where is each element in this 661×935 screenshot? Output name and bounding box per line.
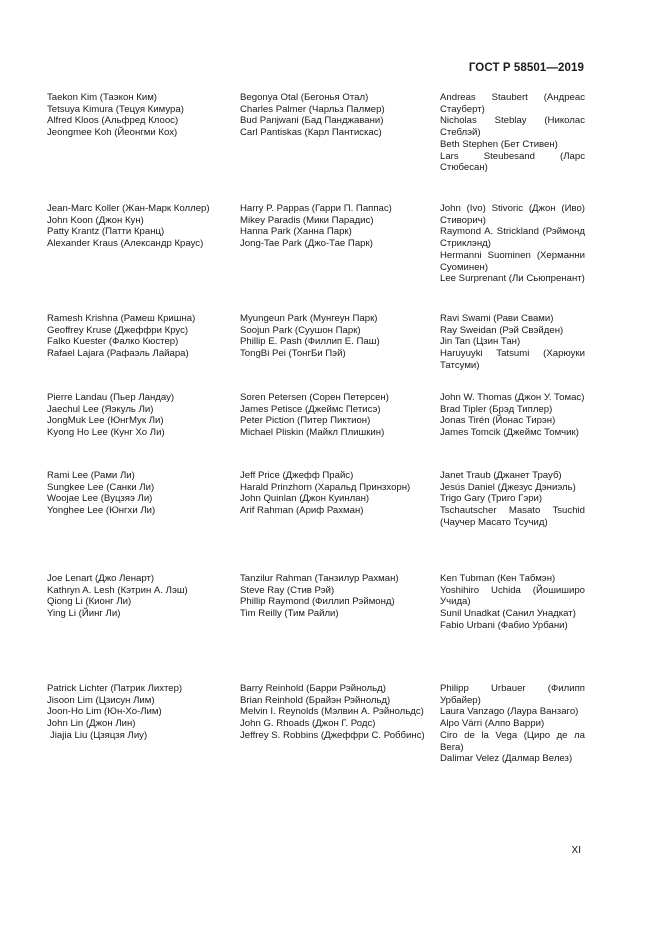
name-entry: Sunil Unadkat (Санил Унадкат) <box>440 608 576 620</box>
name-entry: Pierre Landau (Пьер Ландау) <box>47 392 175 403</box>
name-entry: Woojae Lee (Вуцзяэ Ли) <box>47 493 153 505</box>
name-entry: John Koon (Джон Кун) <box>47 214 144 226</box>
name-entry: Lars Steubesand (Ларс Стюбесан) <box>440 150 585 174</box>
name-entry: Geoffrey Kruse (Джеффри Крус) <box>47 324 189 336</box>
names-column-3 <box>440 392 585 439</box>
names-column-3 <box>440 92 585 174</box>
names-column-2 <box>240 683 430 742</box>
name-entry: John Lin (Джон Лин) <box>47 718 136 730</box>
name-entry: Ramesh Krishna (Рамеш Кришна) <box>47 313 196 324</box>
name-entry: Jesús Daniel (Джезус Дэниэль) <box>440 481 576 493</box>
name-entry: Soren Petersen (Сорен Петерсен) <box>240 392 389 403</box>
names-column-3 <box>440 313 585 372</box>
name-entry: Nicholas Steblay (Николас Стеблэй) <box>440 115 585 139</box>
name-entry: Tschautscher Masato Tsuchid (Чаучер Масато Тсучид) <box>440 505 585 528</box>
name-entry: Phillip Raymond (Филлип Рэймонд) <box>240 596 395 608</box>
name-entry: Janet Traub (Джанет Трауб) <box>440 470 562 481</box>
standard-designation: ГОСТ Р 58501—2019 <box>468 62 584 74</box>
name-entry: Bud Panjwani (Бад Панджавани) <box>240 115 384 127</box>
names-column-1 <box>47 92 227 139</box>
names-block <box>0 470 661 570</box>
name-entry: Joe Lenart (Джо Ленарт) <box>47 573 155 584</box>
name-entry: Peter Piction (Питер Пиктион) <box>240 415 371 427</box>
name-entry: Alpo Värri (Алпо Варри) <box>440 718 545 730</box>
name-entry: Joon-Ho Lim (Юн-Хо-Лим) <box>47 706 162 718</box>
name-entry: John (Ivo) Stivoric (Джон (Иво) Стиворич) <box>440 203 585 226</box>
page-number: XI <box>571 845 581 856</box>
name-entry: Ravi Swami (Рави Свами) <box>440 313 554 324</box>
names-column-2 <box>240 470 430 517</box>
name-entry: Myungeun Park (Мунгеун Парк) <box>240 313 378 324</box>
name-entry: Tim Reilly (Тим Райли) <box>240 608 339 620</box>
names-column-1 <box>47 470 227 517</box>
names-column-1 <box>47 392 227 439</box>
name-entry: Carl Pantiskas (Карл Пантискас) <box>240 127 382 139</box>
name-entry: Michael Pliskin (Майкл Плишкин) <box>240 427 385 439</box>
name-entry: Ken Tubman (Кен Табмэн) <box>440 573 556 584</box>
name-entry: Qiong Li (Кионг Ли) <box>47 596 132 608</box>
names-column-1 <box>47 683 227 742</box>
name-entry: Jisoon Lim (Цзисун Лим) <box>47 694 155 706</box>
names-column-2 <box>240 203 430 250</box>
name-entry: Patrick Lichter (Патрик Лихтер) <box>47 683 183 694</box>
name-entry: Jiajia Liu (Цзяцзя Лиу) <box>50 729 148 741</box>
names-column-3 <box>440 203 585 285</box>
name-entry: Mikey Paradis (Мики Парадис) <box>240 214 374 226</box>
name-entry: Yoshihiro Uchida (Йошиширо Учида) <box>440 584 585 608</box>
name-entry: Patty Krantz (Патти Кранц) <box>47 226 165 238</box>
name-entry: Jean-Marc Koller (Жан-Марк Коллер) <box>47 203 210 214</box>
name-entry: Haruyuyki Tatsumi (Харюуки Татсуми) <box>440 348 585 371</box>
name-entry: Jonas Tirén (Йонас Тирэн) <box>440 415 556 427</box>
names-block <box>0 92 661 192</box>
name-entry: Dalimar Velez (Далмар Велез) <box>440 753 573 765</box>
names-column-2 <box>240 573 430 620</box>
name-entry: James Petisce (Джеймс Петисэ) <box>240 403 381 415</box>
name-entry: Hermanni Suominen (Херманни Суоминен) <box>440 249 585 273</box>
name-entry: Alexander Kraus (Александр Краус) <box>47 238 204 250</box>
names-column-2 <box>240 392 430 439</box>
name-entry: Sungkee Lee (Санки Ли) <box>47 481 155 493</box>
name-entry: Laura Vanzago (Лаура Ванзаго) <box>440 706 579 718</box>
names-column-2 <box>240 92 430 139</box>
name-entry: Melvin I. Reynolds (Мэлвин А. Рэйнольдс) <box>240 706 424 718</box>
name-entry: Raymond A. Strickland (Рэймонд Стриклэнд) <box>440 226 585 250</box>
name-entry: Brad Tipler (Брэд Типлер) <box>440 403 553 415</box>
name-entry: Taekon Kim (Таэкон Ким) <box>47 92 157 103</box>
name-entry: Andreas Staubert (Андреас Стауберт) <box>440 92 585 115</box>
name-entry: Rafael Lajara (Рафаэль Лайара) <box>47 348 189 360</box>
names-column-3 <box>440 683 585 765</box>
names-column-1 <box>47 203 227 250</box>
name-entry: Alfred Kloos (Альфред Клоос) <box>47 115 179 127</box>
names-column-2 <box>240 313 430 360</box>
name-entry: Begonya Otal (Бегонья Отал) <box>240 92 369 103</box>
name-entry: Phillip E. Pash (Филлип Е. Паш) <box>240 336 380 348</box>
name-entry: Jaechul Lee (Яэкуль Ли) <box>47 403 154 415</box>
names-column-1 <box>47 573 227 620</box>
name-entry: James Tomcik (Джеймс Томчик) <box>440 427 579 439</box>
name-entry: Ciro de la Vega (Циро де ла Вега) <box>440 729 585 753</box>
name-entry: Lee Surprenant (Ли Сьюпренант) <box>440 273 585 285</box>
name-entry: Arif Rahman (Ариф Рахман) <box>240 505 364 517</box>
name-entry: Rami Lee (Рами Ли) <box>47 470 135 481</box>
name-entry: Tanzilur Rahman (Танзилур Рахман) <box>240 573 399 584</box>
name-entry: Jong-Tae Park (Джо-Тае Парк) <box>240 238 373 250</box>
name-entry: Falko Kuester (Фалко Кюстер) <box>47 336 179 348</box>
name-entry: Philipp Urbauer (Филипп Урбайер) <box>440 683 585 706</box>
name-entry: Hanna Park (Ханна Парк) <box>240 226 352 238</box>
name-entry: John W. Thomas (Джон У. Томас) <box>440 392 585 403</box>
name-entry: Jeffrey S. Robbins (Джеффри С. Роббинс) <box>240 729 425 741</box>
names-block <box>0 683 661 783</box>
name-entry: Fabio Urbani (Фабио Урбани) <box>440 619 568 631</box>
name-entry: Jin Tan (Цзин Тан) <box>440 336 521 348</box>
names-column-3 <box>440 573 585 632</box>
name-entry: Harald Prinzhorn (Харальд Принзхорн) <box>240 481 411 493</box>
name-entry: Tetsuya Kimura (Тецуя Кимура) <box>47 103 184 115</box>
names-column-1 <box>47 313 227 360</box>
name-entry: Beth Stephen (Бет Стивен) <box>440 138 558 150</box>
name-entry: John Quinlan (Джон Куинлан) <box>240 493 370 505</box>
name-entry: Kyong Ho Lee (Кунг Хо Ли) <box>47 427 165 439</box>
name-entry: Trigo Gary (Триго Гэри) <box>440 493 543 505</box>
names-column-3 <box>440 470 585 529</box>
name-entry: Charles Palmer (Чарльз Палмер) <box>240 103 385 115</box>
name-entry: Kathryn A. Lesh (Кэтрин А. Лэш) <box>47 584 188 596</box>
name-entry: Ying Li (Йинг Ли) <box>47 608 121 620</box>
name-entry: Ray Sweidan (Рэй Свэйден) <box>440 324 564 336</box>
name-entry: JongMuk Lee (ЮнгМук Ли) <box>47 415 164 427</box>
name-entry: Brian Reinhold (Брайэн Рэйнольд) <box>240 694 391 706</box>
name-entry: Barry Reinhold (Барри Рэйнольд) <box>240 683 386 694</box>
name-entry: Yonghee Lee (Юнгхи Ли) <box>47 505 156 517</box>
names-block <box>0 203 661 303</box>
name-entry: John G. Rhoads (Джон Г. Родс) <box>240 718 376 730</box>
names-block <box>0 573 661 673</box>
name-entry: Jeongmee Koh (Йеонгми Кох) <box>47 127 178 139</box>
name-entry: TongBi Pei (ТонгБи Пэй) <box>240 348 346 360</box>
name-entry: Steve Ray (Стив Рэй) <box>240 584 335 596</box>
name-entry: Jeff Price (Джефф Прайс) <box>240 470 354 481</box>
name-entry: Harry P. Pappas (Гарри П. Паппас) <box>240 203 392 214</box>
name-entry: Soojun Park (Суушон Парк) <box>240 324 361 336</box>
